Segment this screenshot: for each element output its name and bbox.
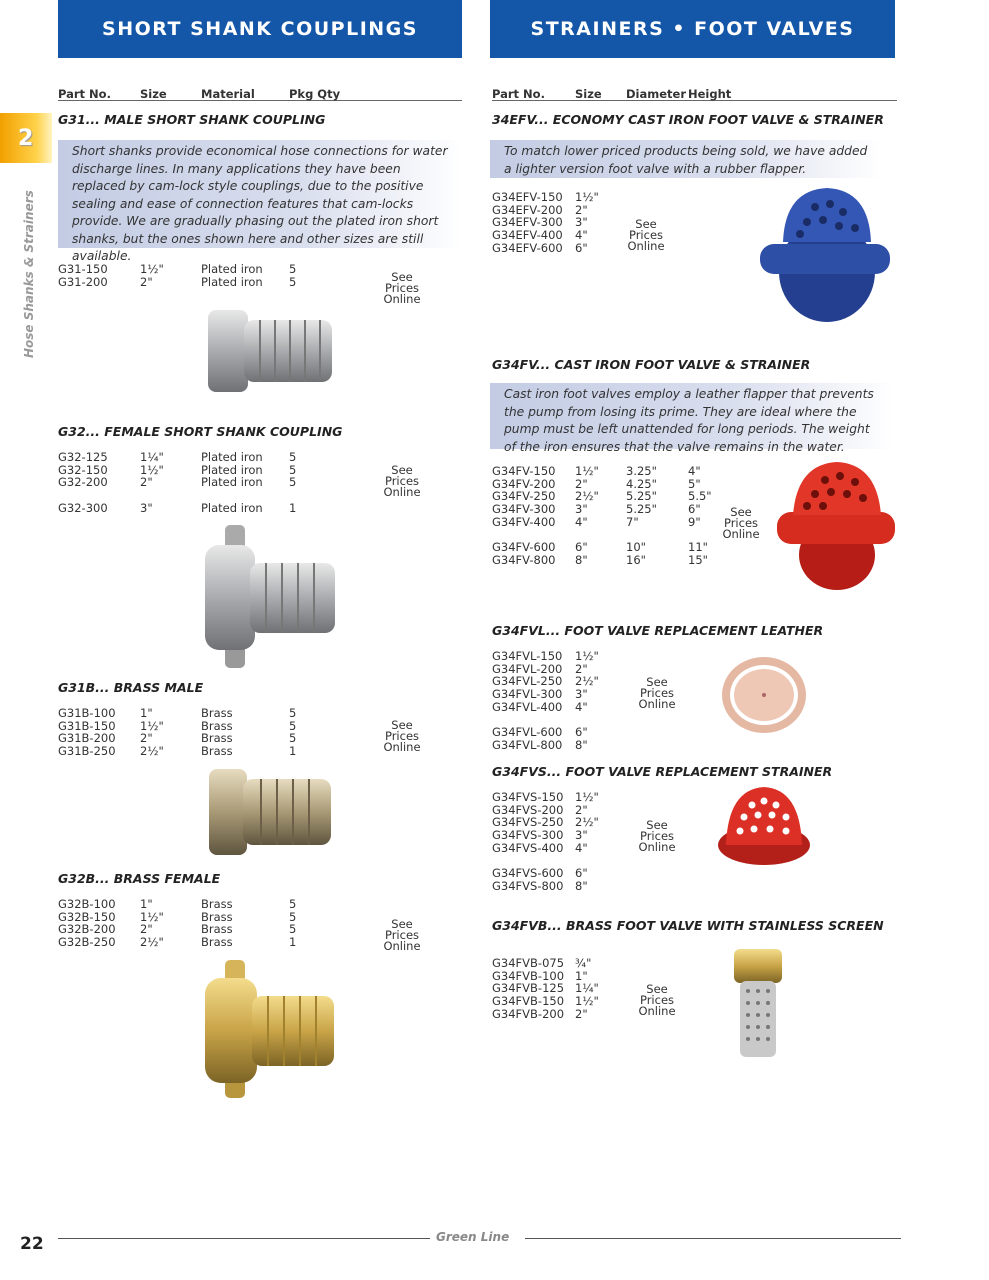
table-row <box>58 502 358 515</box>
size: 3" <box>575 215 588 230</box>
size: 1½" <box>140 718 164 733</box>
size: 2" <box>140 475 153 490</box>
part-number: G34FV-150 <box>492 464 556 478</box>
col4: 6" <box>688 502 701 517</box>
part-number: G32B-200 <box>58 922 116 937</box>
table-row <box>492 739 792 752</box>
size: 6" <box>575 725 588 740</box>
see-prices-online-link[interactable]: See Prices Online <box>627 217 665 253</box>
footer-brand: Green Line <box>436 1230 510 1244</box>
part-number: G34FV-200 <box>492 476 556 491</box>
part-number: G34FVB-100 <box>492 968 565 983</box>
size: 8" <box>575 552 588 567</box>
size: 2" <box>140 922 153 937</box>
table-row <box>58 263 358 276</box>
table-row <box>58 276 358 289</box>
table-row <box>58 745 358 758</box>
part-number: G31B-100 <box>58 706 116 720</box>
see-prices-online-link[interactable]: See Prices Online <box>638 675 676 711</box>
col4: 5.5" <box>688 489 712 504</box>
section-title: G34FV... CAST IRON FOOT VALVE & STRAINER <box>492 357 811 372</box>
section-title: G34FVB... BRASS FOOT VALVE WITH STAINLESS SCREEN <box>492 918 884 933</box>
part-number: G31B-200 <box>58 731 116 746</box>
parts-table <box>58 707 358 758</box>
col4: 5 <box>289 731 297 746</box>
section-title: G31B... BRASS MALE <box>58 680 204 695</box>
see-prices-online-link[interactable]: See Prices Online <box>638 982 676 1018</box>
header-pkg-qty: Pkg Qty <box>289 87 341 101</box>
banner-strainers-foot-valves: STRAINERS • FOOT VALVES <box>490 0 895 58</box>
part-number: G34EFV-300 <box>492 215 563 230</box>
part-number: G34FV-800 <box>492 552 556 567</box>
col4: 1 <box>289 744 297 759</box>
section-description: To match lower priced products being sold, we have added a lighter version foot valve with a rubber flapper. <box>490 140 882 178</box>
size: 2" <box>575 1006 588 1021</box>
col4: 5 <box>289 897 297 911</box>
part-number: G34FVS-400 <box>492 840 564 855</box>
col4: 15" <box>688 552 708 567</box>
part-number: G34FVS-800 <box>492 878 564 893</box>
size: 3" <box>575 502 588 517</box>
part-number: G34FVS-600 <box>492 866 564 881</box>
size: 3" <box>575 687 588 702</box>
brass-foot-valve-image <box>730 945 786 1063</box>
male-short-shank-image <box>200 305 340 400</box>
section-title: 34EFV... ECONOMY CAST IRON FOOT VALVE & STRAINER <box>492 112 884 127</box>
female-short-shank-image <box>200 525 340 670</box>
brass-male-image <box>205 765 335 860</box>
size: 1¼" <box>575 981 599 996</box>
table-row <box>58 707 358 720</box>
col4: 5 <box>289 922 297 937</box>
col3: Brass <box>201 935 233 950</box>
size: 2½" <box>575 674 599 689</box>
size: 1" <box>575 968 588 983</box>
right-column-headers <box>492 87 897 101</box>
size: 2" <box>575 202 588 217</box>
part-number: G31B-250 <box>58 744 116 759</box>
part-number: G32B-100 <box>58 897 116 911</box>
col3: Plated iron <box>201 475 263 490</box>
part-number: G32B-250 <box>58 935 116 950</box>
size: 1½" <box>575 994 599 1009</box>
part-number: G34FV-600 <box>492 540 556 555</box>
table-row <box>58 936 358 949</box>
table-row <box>492 880 792 893</box>
col3: Plated iron <box>201 462 263 477</box>
col4: 4" <box>688 464 701 478</box>
table-row <box>58 476 358 489</box>
part-number: G31-150 <box>58 262 108 276</box>
table-row <box>492 541 792 554</box>
footer-divider <box>58 1238 430 1239</box>
size: 2" <box>140 731 153 746</box>
part-number: G34FVS-250 <box>492 815 564 830</box>
section-title: G32B... BRASS FEMALE <box>58 871 221 886</box>
part-number: G32B-150 <box>58 909 116 924</box>
parts-table <box>58 898 358 949</box>
section-description: Cast iron foot valves employ a leather flapper that prevents the pump from losing its prime. They are ideal where the pump must be left unattended for long periods. The weight of the iron ensures that the valve remains in the water. <box>490 383 894 449</box>
part-number: G34FVL-150 <box>492 649 563 663</box>
section-title: G34FVL... FOOT VALVE REPLACEMENT LEATHER <box>492 623 824 638</box>
size: 3" <box>575 828 588 843</box>
col3: Brass <box>201 718 233 733</box>
size: 1½" <box>575 649 599 663</box>
header-part-no: Part No. <box>58 87 111 101</box>
size: 6" <box>575 540 588 555</box>
size: 2½" <box>575 489 599 504</box>
col3: 4.25" <box>626 476 657 491</box>
part-number: G34FVL-600 <box>492 725 563 740</box>
section-title: G34FVS... FOOT VALVE REPLACEMENT STRAINER <box>492 764 833 779</box>
size: 2½" <box>140 744 164 759</box>
col3: 10" <box>626 540 646 555</box>
part-number: G34FVS-200 <box>492 802 564 817</box>
col3: Plated iron <box>201 262 263 276</box>
table-row <box>492 554 792 567</box>
col4: 11" <box>688 540 708 555</box>
table-row <box>492 465 792 478</box>
part-number: G32-200 <box>58 475 108 490</box>
cast-iron-foot-valve-image <box>775 460 897 592</box>
left-column-headers <box>58 87 462 101</box>
size: 2" <box>575 802 588 817</box>
section-title: G32... FEMALE SHORT SHANK COUPLING <box>58 424 343 439</box>
part-number: G34FVB-200 <box>492 1006 565 1021</box>
col4: 5 <box>289 475 297 490</box>
size: 2" <box>575 476 588 491</box>
size: 2½" <box>140 935 164 950</box>
part-number: G34FVB-150 <box>492 994 565 1009</box>
col4: 1 <box>289 500 297 515</box>
col4: 5" <box>688 476 701 491</box>
part-number: G34FVB-125 <box>492 981 565 996</box>
size: 1½" <box>575 790 599 804</box>
part-number: G32-300 <box>58 500 108 515</box>
size: 1½" <box>575 190 599 204</box>
part-number: G31B-150 <box>58 718 116 733</box>
col4: 9" <box>688 514 701 529</box>
parts-table <box>58 451 358 514</box>
col3: Brass <box>201 706 233 720</box>
economy-foot-valve-image <box>755 182 895 334</box>
size: 2" <box>575 661 588 676</box>
part-number: G34FV-300 <box>492 502 556 517</box>
part-number: G34FV-400 <box>492 514 556 529</box>
size: 1½" <box>575 464 599 478</box>
part-number: G34FVL-250 <box>492 674 563 689</box>
col4: 1 <box>289 935 297 950</box>
size: 1¼" <box>140 450 164 464</box>
side-section-label: Hose Shanks & Strainers <box>22 190 36 358</box>
header-size: Size <box>575 87 602 101</box>
header-size: Size <box>140 87 167 101</box>
header-material: Material <box>201 87 255 101</box>
size: 1½" <box>140 262 164 276</box>
col3: 5.25" <box>626 489 657 504</box>
replacement-strainer-image <box>716 785 812 871</box>
col3: Plated iron <box>201 500 263 515</box>
part-number: G32-150 <box>58 462 108 477</box>
part-number: G34FVL-200 <box>492 661 563 676</box>
size: 6" <box>575 240 588 255</box>
col4: 5 <box>289 718 297 733</box>
brass-female-image <box>200 960 340 1100</box>
table-row <box>492 191 792 204</box>
page-number: 22 <box>20 1234 44 1254</box>
col4: 5 <box>289 450 297 464</box>
parts-table <box>58 263 358 288</box>
see-prices-online-link[interactable]: See Prices Online <box>383 463 421 499</box>
col3: 5.25" <box>626 502 657 517</box>
col4: 5 <box>289 462 297 477</box>
part-number: G34FVS-300 <box>492 828 564 843</box>
size: 2½" <box>575 815 599 830</box>
size: 8" <box>575 737 588 752</box>
part-number: G34FVL-800 <box>492 737 563 752</box>
col4: 5 <box>289 262 297 276</box>
part-number: G34FVB-075 <box>492 956 565 970</box>
size: 8" <box>575 878 588 893</box>
see-prices-online-link[interactable]: See Prices Online <box>383 718 421 754</box>
section-description: Short shanks provide economical hose connections for water discharge lines. In many applications they have been replaced by cam-lock style couplings, due to the positive sealing and ease of connection features that cam-locks provide. We are gradually phasing out the plated iron short shanks, but the ones shown here and other sizes are still available. <box>58 140 462 248</box>
table-row <box>58 898 358 911</box>
part-number: G34EFV-600 <box>492 240 563 255</box>
col3: Brass <box>201 744 233 759</box>
size: 1" <box>140 706 153 720</box>
size: 2" <box>140 274 153 289</box>
part-number: G34FV-250 <box>492 489 556 504</box>
col3: Plated iron <box>201 450 263 464</box>
part-number: G34FVL-300 <box>492 687 563 702</box>
part-number: G32-125 <box>58 450 108 464</box>
size: 1½" <box>140 462 164 477</box>
size: ¾" <box>575 956 592 970</box>
part-number: G34EFV-150 <box>492 190 563 204</box>
part-number: G31-200 <box>58 274 108 289</box>
col3: 3.25" <box>626 464 657 478</box>
see-prices-online-link[interactable]: See Prices Online <box>383 270 421 306</box>
size: 3" <box>140 500 153 515</box>
header-height: Height <box>688 87 732 101</box>
part-number: G34EFV-200 <box>492 202 563 217</box>
header-diameter: Diameter <box>626 87 686 101</box>
size: 6" <box>575 866 588 881</box>
col3: 7" <box>626 514 639 529</box>
see-prices-online-link[interactable]: See Prices Online <box>383 917 421 953</box>
size: 1" <box>140 897 153 911</box>
col3: Brass <box>201 909 233 924</box>
part-number: G34EFV-400 <box>492 228 563 243</box>
size: 1½" <box>140 909 164 924</box>
header-part-no: Part No. <box>492 87 545 101</box>
section-title: G31... MALE SHORT SHANK COUPLING <box>58 112 326 127</box>
size: 4" <box>575 514 588 529</box>
part-number: G34FVS-150 <box>492 790 564 804</box>
col3: Plated iron <box>201 274 263 289</box>
table-row <box>58 451 358 464</box>
chapter-tab: 2 <box>0 113 52 163</box>
footer-divider <box>525 1238 901 1239</box>
size: 4" <box>575 840 588 855</box>
see-prices-online-link[interactable]: See Prices Online <box>722 505 760 541</box>
size: 4" <box>575 228 588 243</box>
replacement-leather-image <box>720 655 808 735</box>
col4: 5 <box>289 274 297 289</box>
see-prices-online-link[interactable]: See Prices Online <box>638 818 676 854</box>
banner-short-shank-couplings: SHORT SHANK COUPLINGS <box>58 0 462 58</box>
size: 4" <box>575 699 588 714</box>
col3: Brass <box>201 922 233 937</box>
col4: 5 <box>289 909 297 924</box>
col3: 16" <box>626 552 646 567</box>
col3: Brass <box>201 897 233 911</box>
col4: 5 <box>289 706 297 720</box>
col3: Brass <box>201 731 233 746</box>
part-number: G34FVL-400 <box>492 699 563 714</box>
